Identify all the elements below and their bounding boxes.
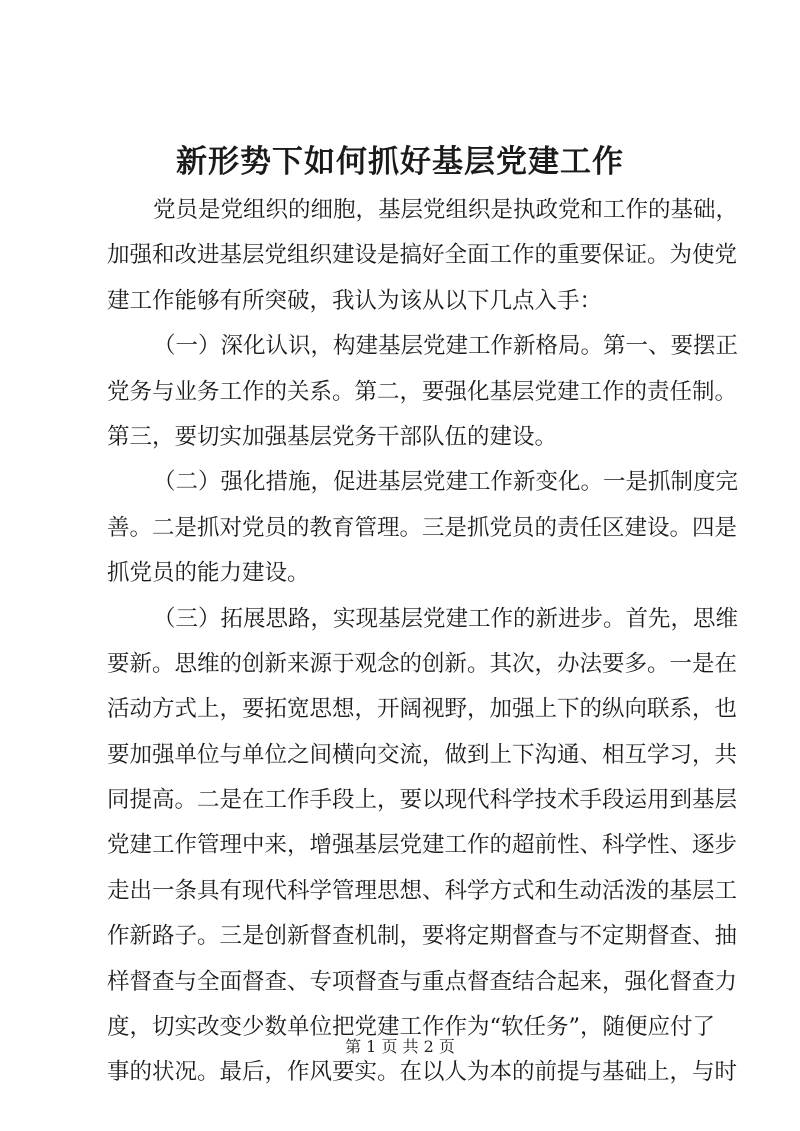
paragraph-4-line-5: 同提高。二是在工作手段上，要以现代科学技术手段运用到基层 <box>107 787 738 814</box>
paragraph-3-line-1: （二）强化措施，促进基层党建工作新变化。一是抓制度完 <box>153 469 739 496</box>
paragraph-3-line-3: 抓党员的能力建设。 <box>107 560 310 587</box>
paragraph-2-line-2: 党务与业务工作的关系。第二，要强化基层党建工作的责任制。 <box>107 378 738 405</box>
paragraph-3-line-2: 善。二是抓对党员的教育管理。三是抓党员的责任区建设。四是 <box>107 514 738 541</box>
paragraph-4-line-7: 走出一条具有现代科学管理思想、科学方式和生动活泼的基层工 <box>107 877 738 904</box>
paragraph-1-line-2: 加强和改进基层党组织建设是搞好全面工作的重要保证。为使党 <box>107 242 738 269</box>
paragraph-4-line-2: 要新。思维的创新来源于观念的创新。其次，办法要多。一是在 <box>107 650 738 677</box>
paragraph-4-line-10: 度，切实改变少数单位把党建工作作为“软任务”，随便应付了 <box>107 1014 716 1041</box>
paragraph-2-line-1: （一）深化认识，构建基层党建工作新格局。第一、要摆正 <box>153 333 739 360</box>
paragraph-4-line-4: 要加强单位与单位之间横向交流，做到上下沟通、相互学习，共 <box>107 741 738 768</box>
paragraph-4-line-6: 党建工作管理中来，增强基层党建工作的超前性、科学性、逐步 <box>107 832 738 859</box>
paragraph-4-line-9: 样督查与全面督查、专项督查与重点督查结合起来，强化督查力 <box>107 968 738 995</box>
paragraph-2-line-3: 第三，要切实加强基层党务干部队伍的建设。 <box>107 423 558 450</box>
paragraph-4-line-1: （三）拓展思路，实现基层党建工作的新进步。首先，思维 <box>153 605 739 632</box>
paragraph-1-line-1: 党员是党组织的细胞，基层党组织是执政党和工作的基础， <box>153 197 739 223</box>
paragraph-4-line-3: 活动方式上，要拓宽思想，开阔视野，加强上下的纵向联系，也 <box>107 696 738 723</box>
paragraph-4-line-11: 事的状况。最后，作风要实。在以人为本的前提与基础上，与时 <box>107 1059 738 1086</box>
page-footer: 第 1 页 共 2 页 <box>345 1037 455 1056</box>
paragraph-4-line-8: 作新路子。三是创新督查机制，要将定期督查与不定期督查、抽 <box>107 923 738 950</box>
page-title: 新形势下如何抓好基层党建工作 <box>176 144 624 180</box>
document-body <box>107 188 739 1096</box>
paragraph-1-line-3: 建工作能够有所突破，我认为该从以下几点入手： <box>107 287 603 314</box>
